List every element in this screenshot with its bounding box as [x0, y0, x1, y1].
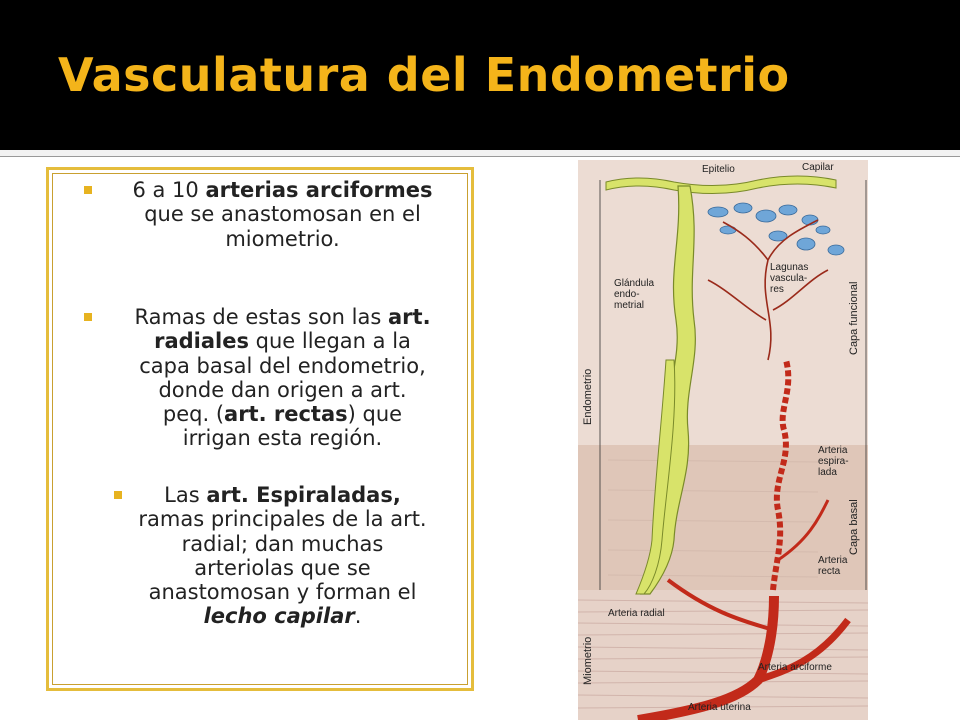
text-run: Las: [164, 483, 207, 507]
bullet-2-line-1: [105, 305, 460, 329]
bullet-2-line-6: [105, 426, 460, 450]
text-run: capa basal del endometrio,: [139, 353, 426, 378]
slide-title: Vasculatura del Endometrio: [58, 48, 790, 102]
label-arteria-espiralada: Arteria espira- lada: [818, 445, 849, 478]
text-run: radiales: [154, 329, 249, 354]
bullet-paragraph-2: [105, 305, 460, 451]
text-run: radial; dan muchas: [181, 531, 384, 556]
bullet-3-line-2: [105, 507, 460, 531]
text-run: peq. (: [162, 402, 225, 427]
bullet-2-line-4: [105, 378, 460, 402]
label-arteria-uterina: Arteria uterina: [688, 702, 751, 713]
bullet-2-line-2: [105, 329, 460, 353]
bullet-3-line-1: [105, 483, 460, 507]
text-run: ) que: [347, 402, 403, 427]
label-miometrio: Miometrio: [582, 636, 594, 685]
label-capa-funcional: Capa funcional: [848, 281, 860, 355]
bullet-2-line-3: [105, 354, 460, 378]
bullet-2-line-5: [105, 402, 460, 426]
text-run: que llegan a la: [248, 329, 411, 354]
slide-header: [0, 0, 960, 150]
label-arteria-arciforme: Arteria arciforme: [758, 662, 832, 673]
bullet-1-line-2: [105, 202, 460, 226]
text-run: art.: [388, 305, 431, 329]
bullet-paragraph-3: [105, 483, 460, 629]
header-divider: [0, 150, 960, 157]
text-run: donde dan origen a art.: [158, 377, 407, 402]
bullet-1-line-1: [105, 178, 460, 202]
endometrium-vasculature-diagram: [578, 160, 868, 720]
text-run: 6 a 10: [132, 178, 206, 202]
label-arteria-radial: Arteria radial: [608, 608, 665, 619]
bullet-1-line-3: [105, 227, 460, 251]
diagram-illustration: [578, 160, 868, 720]
text-run: anastomosan y forman el: [148, 580, 417, 605]
label-glandula: Glándula endo- metrial: [614, 278, 655, 311]
text-run: que se anastomosan en el: [144, 202, 421, 227]
bullet-3-line-3: [105, 532, 460, 556]
text-run: ramas principales de la art.: [138, 507, 427, 532]
bullet-3-line-6: [105, 604, 460, 628]
text-run: arteriolas que se: [194, 555, 371, 580]
text-run: Ramas de estas son las: [134, 305, 388, 329]
label-endometrio: Endometrio: [582, 368, 594, 425]
bullet-3-line-4: [105, 556, 460, 580]
text-run: lecho capilar: [203, 604, 355, 629]
label-epitelio: Epitelio: [702, 164, 735, 175]
text-run: irrigan esta región.: [182, 426, 383, 451]
bullet-paragraph-1: [105, 178, 460, 251]
label-lagunas: Lagunas vascula- res: [770, 262, 809, 295]
bullet-3-line-5: [105, 580, 460, 604]
label-arteria-recta: Arteria recta: [818, 555, 848, 577]
text-run: art. rectas: [224, 402, 348, 427]
text-run: miometrio.: [225, 226, 340, 251]
bullet-marker-1: [84, 186, 92, 194]
text-run: .: [354, 604, 362, 629]
text-run: arterias arciformes: [205, 178, 433, 202]
text-run: art. Espiraladas,: [206, 483, 401, 507]
bullet-marker-2: [84, 313, 92, 321]
label-capilar: Capilar: [802, 162, 834, 173]
label-capa-basal: Capa basal: [848, 499, 860, 555]
